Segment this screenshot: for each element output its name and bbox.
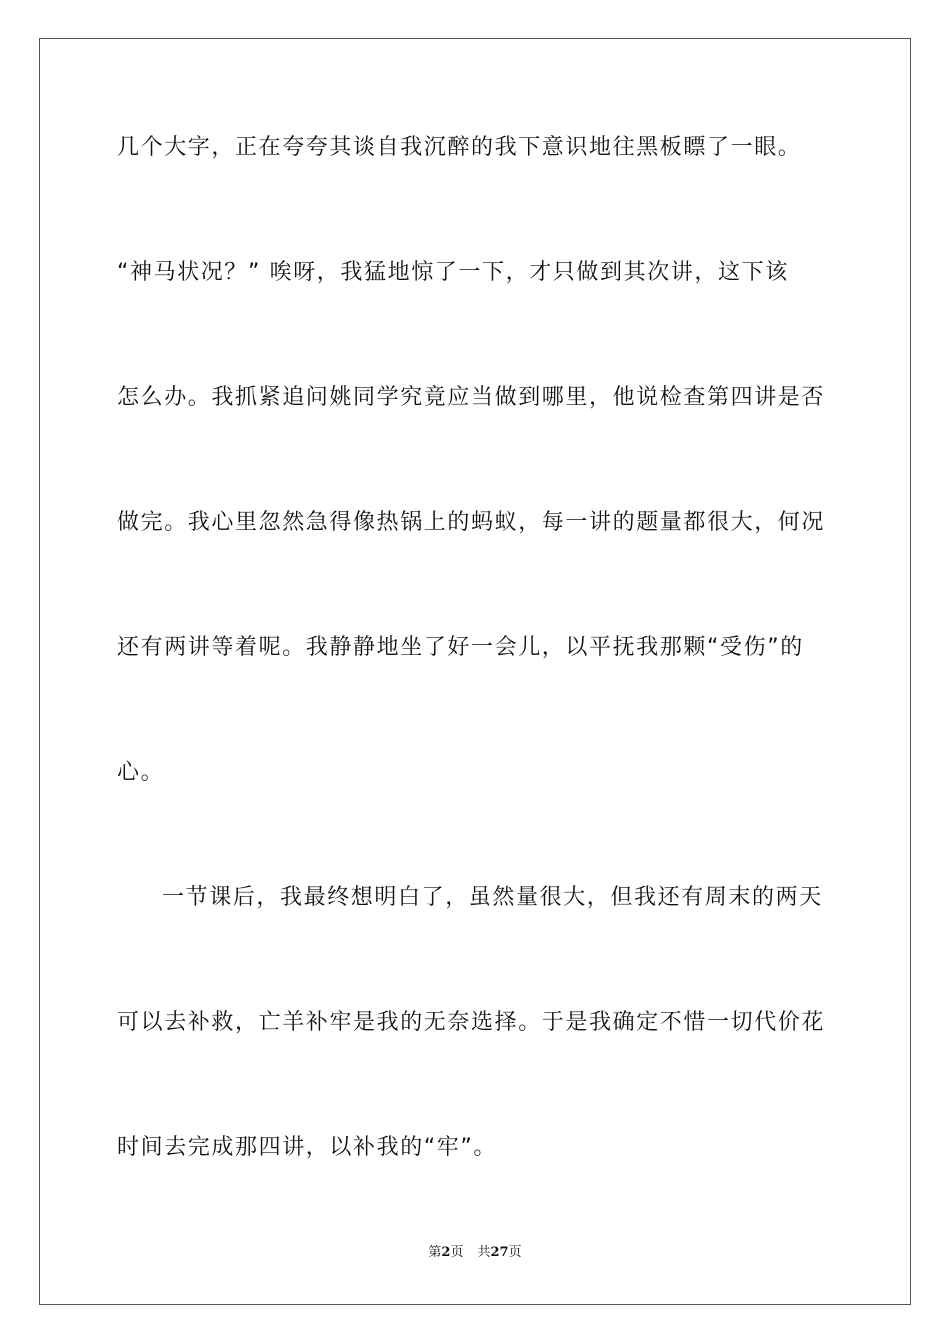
body-line-4: 做完。我心里忽然急得像热锅上的蚂蚁，每一讲的题量都很大，何况 [117, 510, 826, 535]
footer-page-unit: 页 [450, 1245, 464, 1260]
page-footer [0, 1244, 950, 1262]
footer-total-prefix: 共 [477, 1245, 491, 1260]
page-border [39, 38, 911, 1305]
footer-prefix: 第 [428, 1245, 442, 1260]
body-line-7: 一节课后，我最终想明白了，虽然量很大，但我还有周末的两天 [162, 885, 823, 910]
body-line-2: “神马状况？” 唉呀，我猛地惊了一下，才只做到其次讲，这下该 [117, 260, 789, 285]
body-line-9: 时间去完成那四讲，以补我的“牢”。 [117, 1135, 497, 1160]
body-line-8: 可以去补救，亡羊补牢是我的无奈选择。于是我确定不惜一切代价花 [117, 1010, 826, 1035]
body-line-1: 几个大字，正在夸夸其谈自我沉醉的我下意识地往黑板瞟了一眼。 [117, 135, 802, 160]
body-line-5: 还有两讲等着呢。我静静地坐了好一会儿，以平抚我那颗“受伤”的 [117, 635, 804, 660]
footer-total-pages: 27 [490, 1245, 509, 1260]
footer-page-number: 2 [441, 1245, 451, 1260]
footer-total-unit: 页 [508, 1245, 522, 1260]
body-line-6: 心。 [117, 760, 165, 785]
body-line-3: 怎么办。我抓紧追问姚同学究竟应当做到哪里，他说检查第四讲是否 [117, 385, 826, 410]
